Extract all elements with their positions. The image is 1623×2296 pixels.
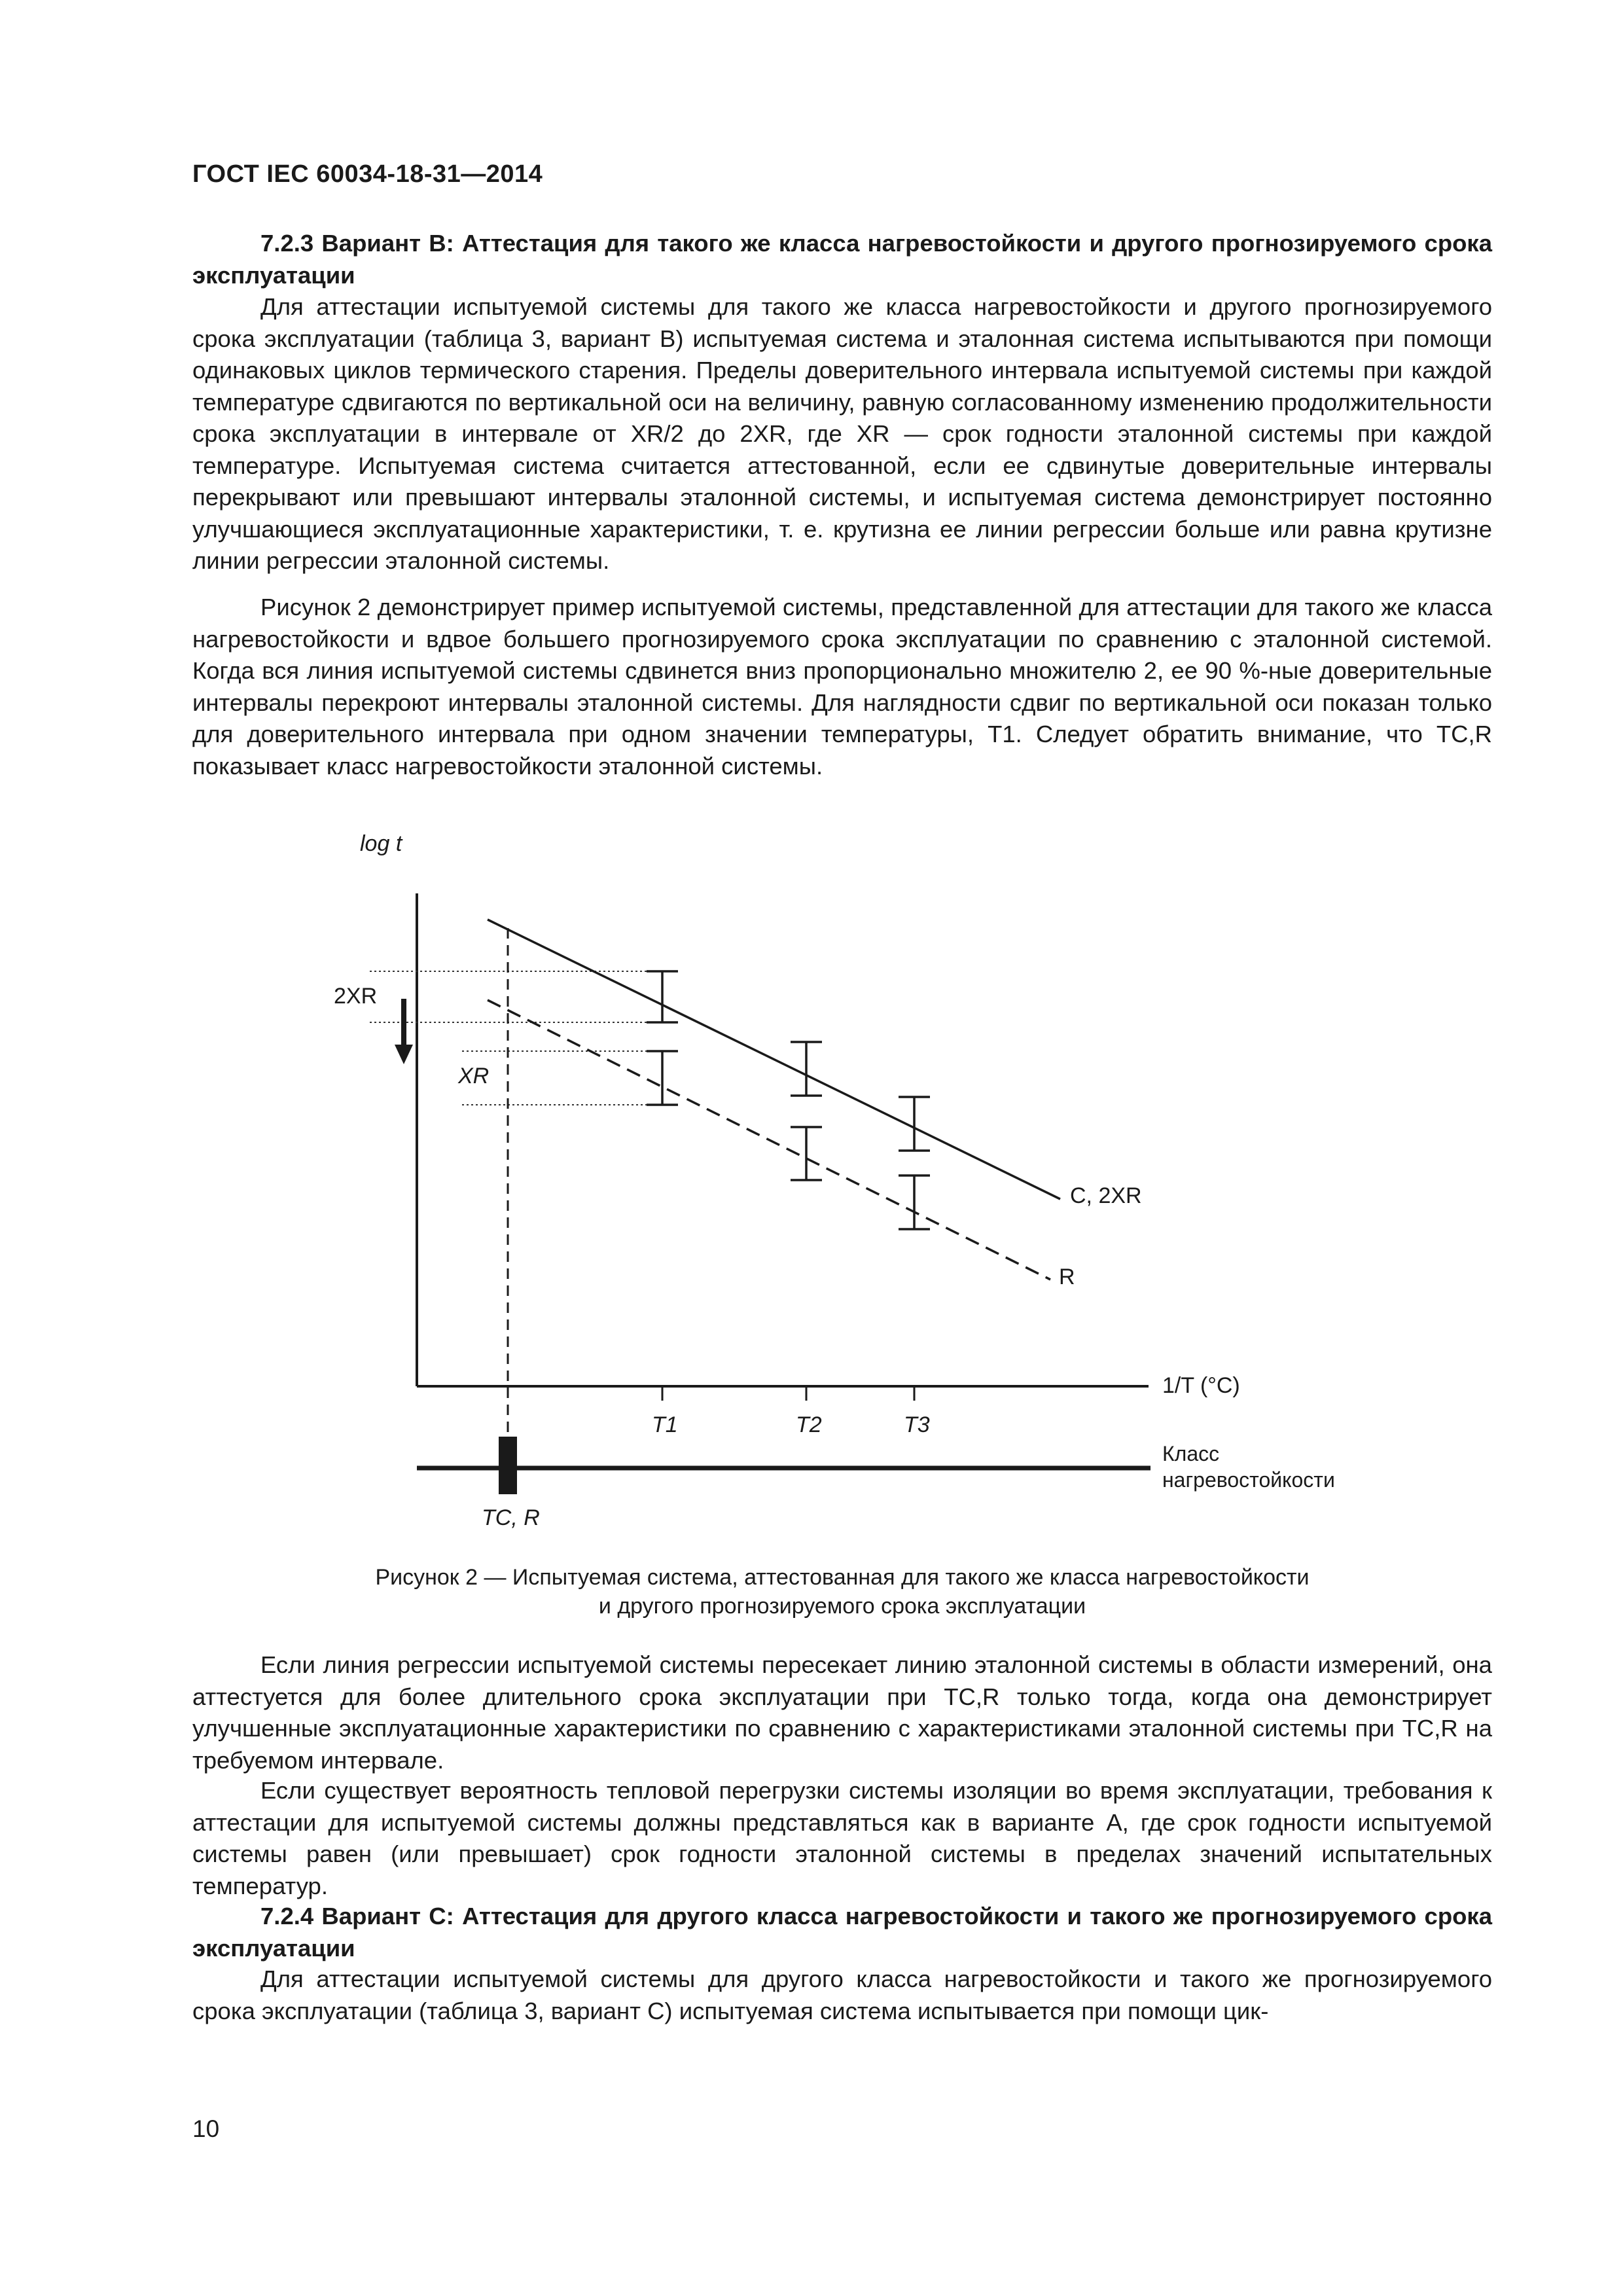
paragraph-7-2-3-p1: Для аттестации испытуемой системы для такого же класса нагревостойкости и другого прогнозируемого срока эксплуатации (таблица 3, вариант В) испытуемая система и эталонная система испытываются при помощи одинаковых циклов термического старения. Пределы доверительного интервала испытуемой системы при каждой температуре сдвигаются по вертикальной оси на величину, равную согласованному изменению продолжительности срока эксплуатации в интервале от XR/2 до 2XR, где XR — срок годности эталонной системы при каждой температуре. Испытуемая система считается аттестованной, если ее сдвинутые доверительные интервалы перекрывают или превышают интервалы эталонной системы, и испытуемая система демонстрирует постоянно улучшающиеся эксплуатационные характеристики, т. е. крутизна ее линии регрессии больше или равна крутизне линии регрессии эталонной системы. <box>192 293 1492 574</box>
tcr-marker <box>499 1437 517 1494</box>
caption-line-2: и другого прогнозируемого срока эксплуатации <box>598 1594 1086 1619</box>
label-line-r: R <box>1059 1265 1075 1289</box>
regression-line-candidate <box>488 920 1060 1199</box>
label-t3: T3 <box>904 1412 930 1437</box>
label-t2: T2 <box>796 1412 822 1437</box>
y-axis-label: log t <box>360 831 402 856</box>
paragraph-7-2-3-p2: Рисунок 2 демонстрирует пример испытуемой системы, представленной для аттестации для такого же класса нагревостойкости и вдвое большего прогнозируемого срока эксплуатации по сравнению с эталонной системой. Когда вся линия испытуемой системы сдвинется вниз пропорционально множителю 2, ее 90 %-ные доверительные интервалы перекроют интервалы эталонной системы. Для наглядности сдвиг по вертикальной оси показан только для доверительного интервала при одном значении температуры, T1. Следует обратить внимание, что TC,R показывает класс нагревостойкости эталонной системы. <box>192 594 1492 780</box>
paragraph-after-figure-p3: Если линия регрессии испытуемой системы пересекает линию эталонной системы в области измерений, она аттестуется для более длительного срока эксплуатации при TC,R только тогда, когда она демонстрирует улучшенные эксплуатационные характеристики по сравнению с характеристиками эталонной системы при TC,R на требуемом интервале. <box>192 1651 1492 1774</box>
page-number: 10 <box>192 2115 220 2142</box>
error-bar-t1-lower <box>647 1051 678 1105</box>
figure-2-caption <box>192 1563 1492 1621</box>
section-7-2-3-heading: 7.2.3 Вариант В: Аттестация для такого же класса нагревостойкости и другого прогнозируемого срока эксплуатации <box>192 230 1492 289</box>
class-label-line-1: Класс <box>1162 1442 1220 1465</box>
label-tcr: TC, R <box>482 1505 540 1530</box>
class-label-line-2: нагревостойкости <box>1162 1468 1335 1492</box>
error-bar-t3-lower <box>899 1175 930 1229</box>
section-7-2-4-heading: 7.2.4 Вариант С: Аттестация для другого класса нагревостойкости и такого же прогнозируемого срока эксплуатации <box>192 1903 1492 1962</box>
shift-arrow-icon <box>395 1045 413 1064</box>
x-axis-label: 1/T (°C) <box>1162 1373 1240 1398</box>
error-bar-t3-upper <box>899 1097 930 1151</box>
regression-line-reference <box>488 1000 1050 1280</box>
label-line-c: C, 2XR <box>1070 1183 1142 1208</box>
paragraph-after-figure-p4: Если существует вероятность тепловой перегрузки системы изоляции во время эксплуатации, требования к аттестации для испытуемой системы должны представляться как в варианте А, где срок годности испытуемой системы равен (или превышает) срок годности эталонной системы в пределах значений испытательных температур. <box>192 1777 1492 1899</box>
label-2xr: 2XR <box>334 984 378 1009</box>
label-t1: T1 <box>652 1412 678 1437</box>
error-bar-t1-upper <box>647 971 678 1022</box>
caption-line-1: Рисунок 2 — Испытуемая система, аттестованная для такого же класса нагревостойкости <box>375 1565 1310 1590</box>
paragraph-7-2-4-p5: Для аттестации испытуемой системы для другого класса нагревостойкости и такого же прогнозируемого срока эксплуатации (таблица 3, вариант С) испытуемая система испытывается при помощи цик- <box>192 1965 1492 2024</box>
document-code-header: ГОСТ IEC 60034-18-31—2014 <box>192 160 543 188</box>
label-xr: XR <box>458 1064 490 1088</box>
